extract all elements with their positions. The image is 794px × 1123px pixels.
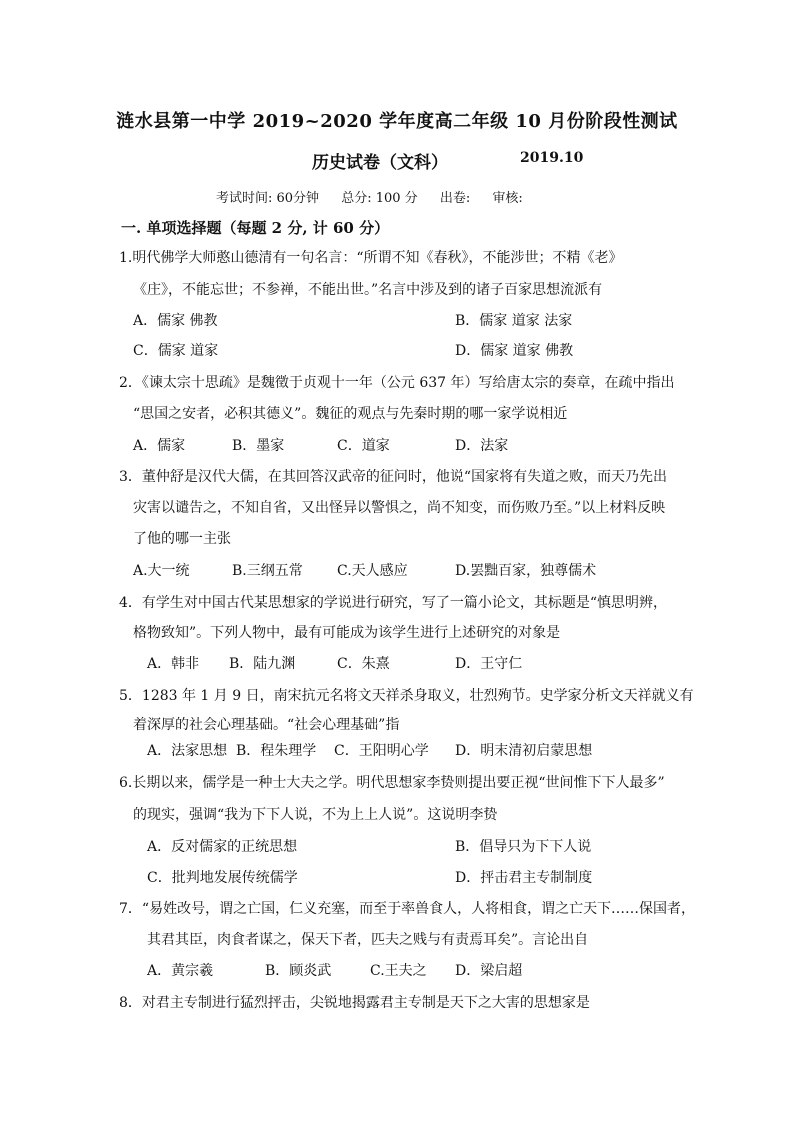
exam-subtitle: 历史试卷（文科） (312, 153, 448, 173)
exam-setter: 出卷: (439, 191, 471, 206)
question-1-option-b: B．儒家 道家 法家 (455, 313, 573, 329)
question-5-option-d: D．明末清初启蒙思想 (455, 743, 593, 759)
question-6-line-1: 6.长期以来，儒学是一种士大夫之学。明代思想家李贽则提出要正视“世间惟下下人最多” (119, 775, 665, 791)
question-1-line-1: 1.明代佛学大师憨山德清有一句名言：“所谓不知《春秋》，不能涉世；不精《老》 (119, 250, 623, 266)
question-3-option-a: A.大一统 (133, 563, 190, 579)
exam-reviewer: 审核: (492, 191, 523, 206)
question-7-line-1: 7．“易姓改号，谓之亡国，仁义充塞，而至于率兽食人，人将相食，谓之亡天下……保国者， (119, 901, 696, 917)
question-4-option-c: C．朱熹 (337, 656, 390, 672)
question-7-option-d: D．梁启超 (455, 963, 523, 979)
question-4-option-b: B．陆九渊 (229, 656, 296, 672)
question-3-option-b: B.三纲五常 (232, 563, 303, 579)
question-3-line-2: 灾害以谴告之，不知自省，又出怪异以警惧之，尚不知变，而伤败乃至。”以上材料反映 (133, 500, 666, 516)
question-2-line-2: “思国之安者，必积其德义”。魏征的观点与先秦时期的哪一家学说相近 (133, 406, 568, 422)
question-6-option-c: C．批判地发展传统儒学 (147, 870, 298, 886)
question-6-option-a: A．反对儒家的正统思想 (147, 839, 298, 855)
exam-total-score: 总分: 100 分 (341, 191, 418, 206)
question-2-option-a: A．儒家 (133, 438, 186, 454)
question-5-option-a: A．法家思想 (147, 743, 228, 759)
question-8-line-1: 8．对君主专制进行猛烈抨击，尖锐地揭露君主专制是天下之大害的思想家是 (119, 995, 590, 1011)
question-5-option-b: B．程朱理学 (236, 743, 317, 759)
question-1-option-c: C．儒家 道家 (133, 343, 219, 359)
question-1-option-a: A．儒家 佛教 (133, 313, 218, 329)
question-2-option-b: B．墨家 (232, 438, 285, 454)
question-6-line-2: 的现实，强调“我为下下人说，不为上上人说”。这说明李贽 (133, 807, 498, 823)
question-4-line-1: 4．有学生对中国古代某思想家的学说进行研究，写了一篇小论文，其标题是“慎思明辨， (119, 595, 668, 611)
question-2-option-c: C．道家 (337, 438, 390, 454)
question-5-line-2: 着深厚的社会心理基础。“社会心理基础”指 (133, 717, 400, 733)
question-4-line-2: 格物致知”。下列人物中，最有可能成为该学生进行上述研究的对象是 (133, 625, 561, 641)
question-1-option-d: D．儒家 道家 佛教 (455, 343, 574, 359)
question-7-option-b: B．顾炎武 (265, 963, 332, 979)
question-7-option-a: A．黄宗羲 (147, 963, 214, 979)
exam-time: 考试时间: 60分钟 (216, 191, 320, 206)
exam-title: 涟水县第一中学 2019~2020 学年度高二年级 10 月份阶段性测试 (116, 111, 678, 132)
question-3-line-1: 3．董仲舒是汉代大儒，在其回答汉武帝的征问时，他说“国家将有失道之败，而天乃先出 (119, 469, 668, 485)
question-7-line-2: 其君其臣，肉食者谋之，保天下者，匹夫之贱与有责焉耳矣”。言论出自 (147, 932, 589, 948)
question-3-option-d: D.罢黜百家，独尊儒术 (455, 563, 597, 579)
question-7-option-c: C.王夫之 (370, 963, 427, 979)
question-2-line-1: 2．《谏太宗十思疏》是魏徵于贞观十一年（公元 637 年）写给唐太宗的奏章，在疏中指出 (119, 375, 675, 391)
question-4-option-d: D．王守仁 (455, 656, 523, 672)
question-5-line-1: 5．1283 年 1 月 9 日，南宋抗元名将文天祥杀身取义，壮烈殉节。史学家分析文天祥就义有 (119, 688, 694, 704)
question-1-line-2: 《庄》，不能忘世；不参禅，不能出世。”名言中涉及到的诸子百家思想流派有 (133, 282, 603, 298)
question-4-option-a: A．韩非 (147, 656, 200, 672)
question-6-option-b: B．倡导只为下下人说 (455, 839, 592, 855)
question-2-option-d: D．法家 (455, 438, 509, 454)
question-5-option-c: C．王阳明心学 (334, 743, 429, 759)
exam-date: 2019.10 (520, 150, 584, 166)
question-3-line-3: 了他的哪一主张 (133, 531, 231, 547)
question-6-option-d: D．抨击君主专制制度 (455, 870, 593, 886)
section-heading: 一. 单项选择题（每题 2 分, 计 60 分） (121, 219, 390, 237)
question-3-option-c: C.天人感应 (337, 563, 408, 579)
exam-info-row (216, 187, 541, 206)
